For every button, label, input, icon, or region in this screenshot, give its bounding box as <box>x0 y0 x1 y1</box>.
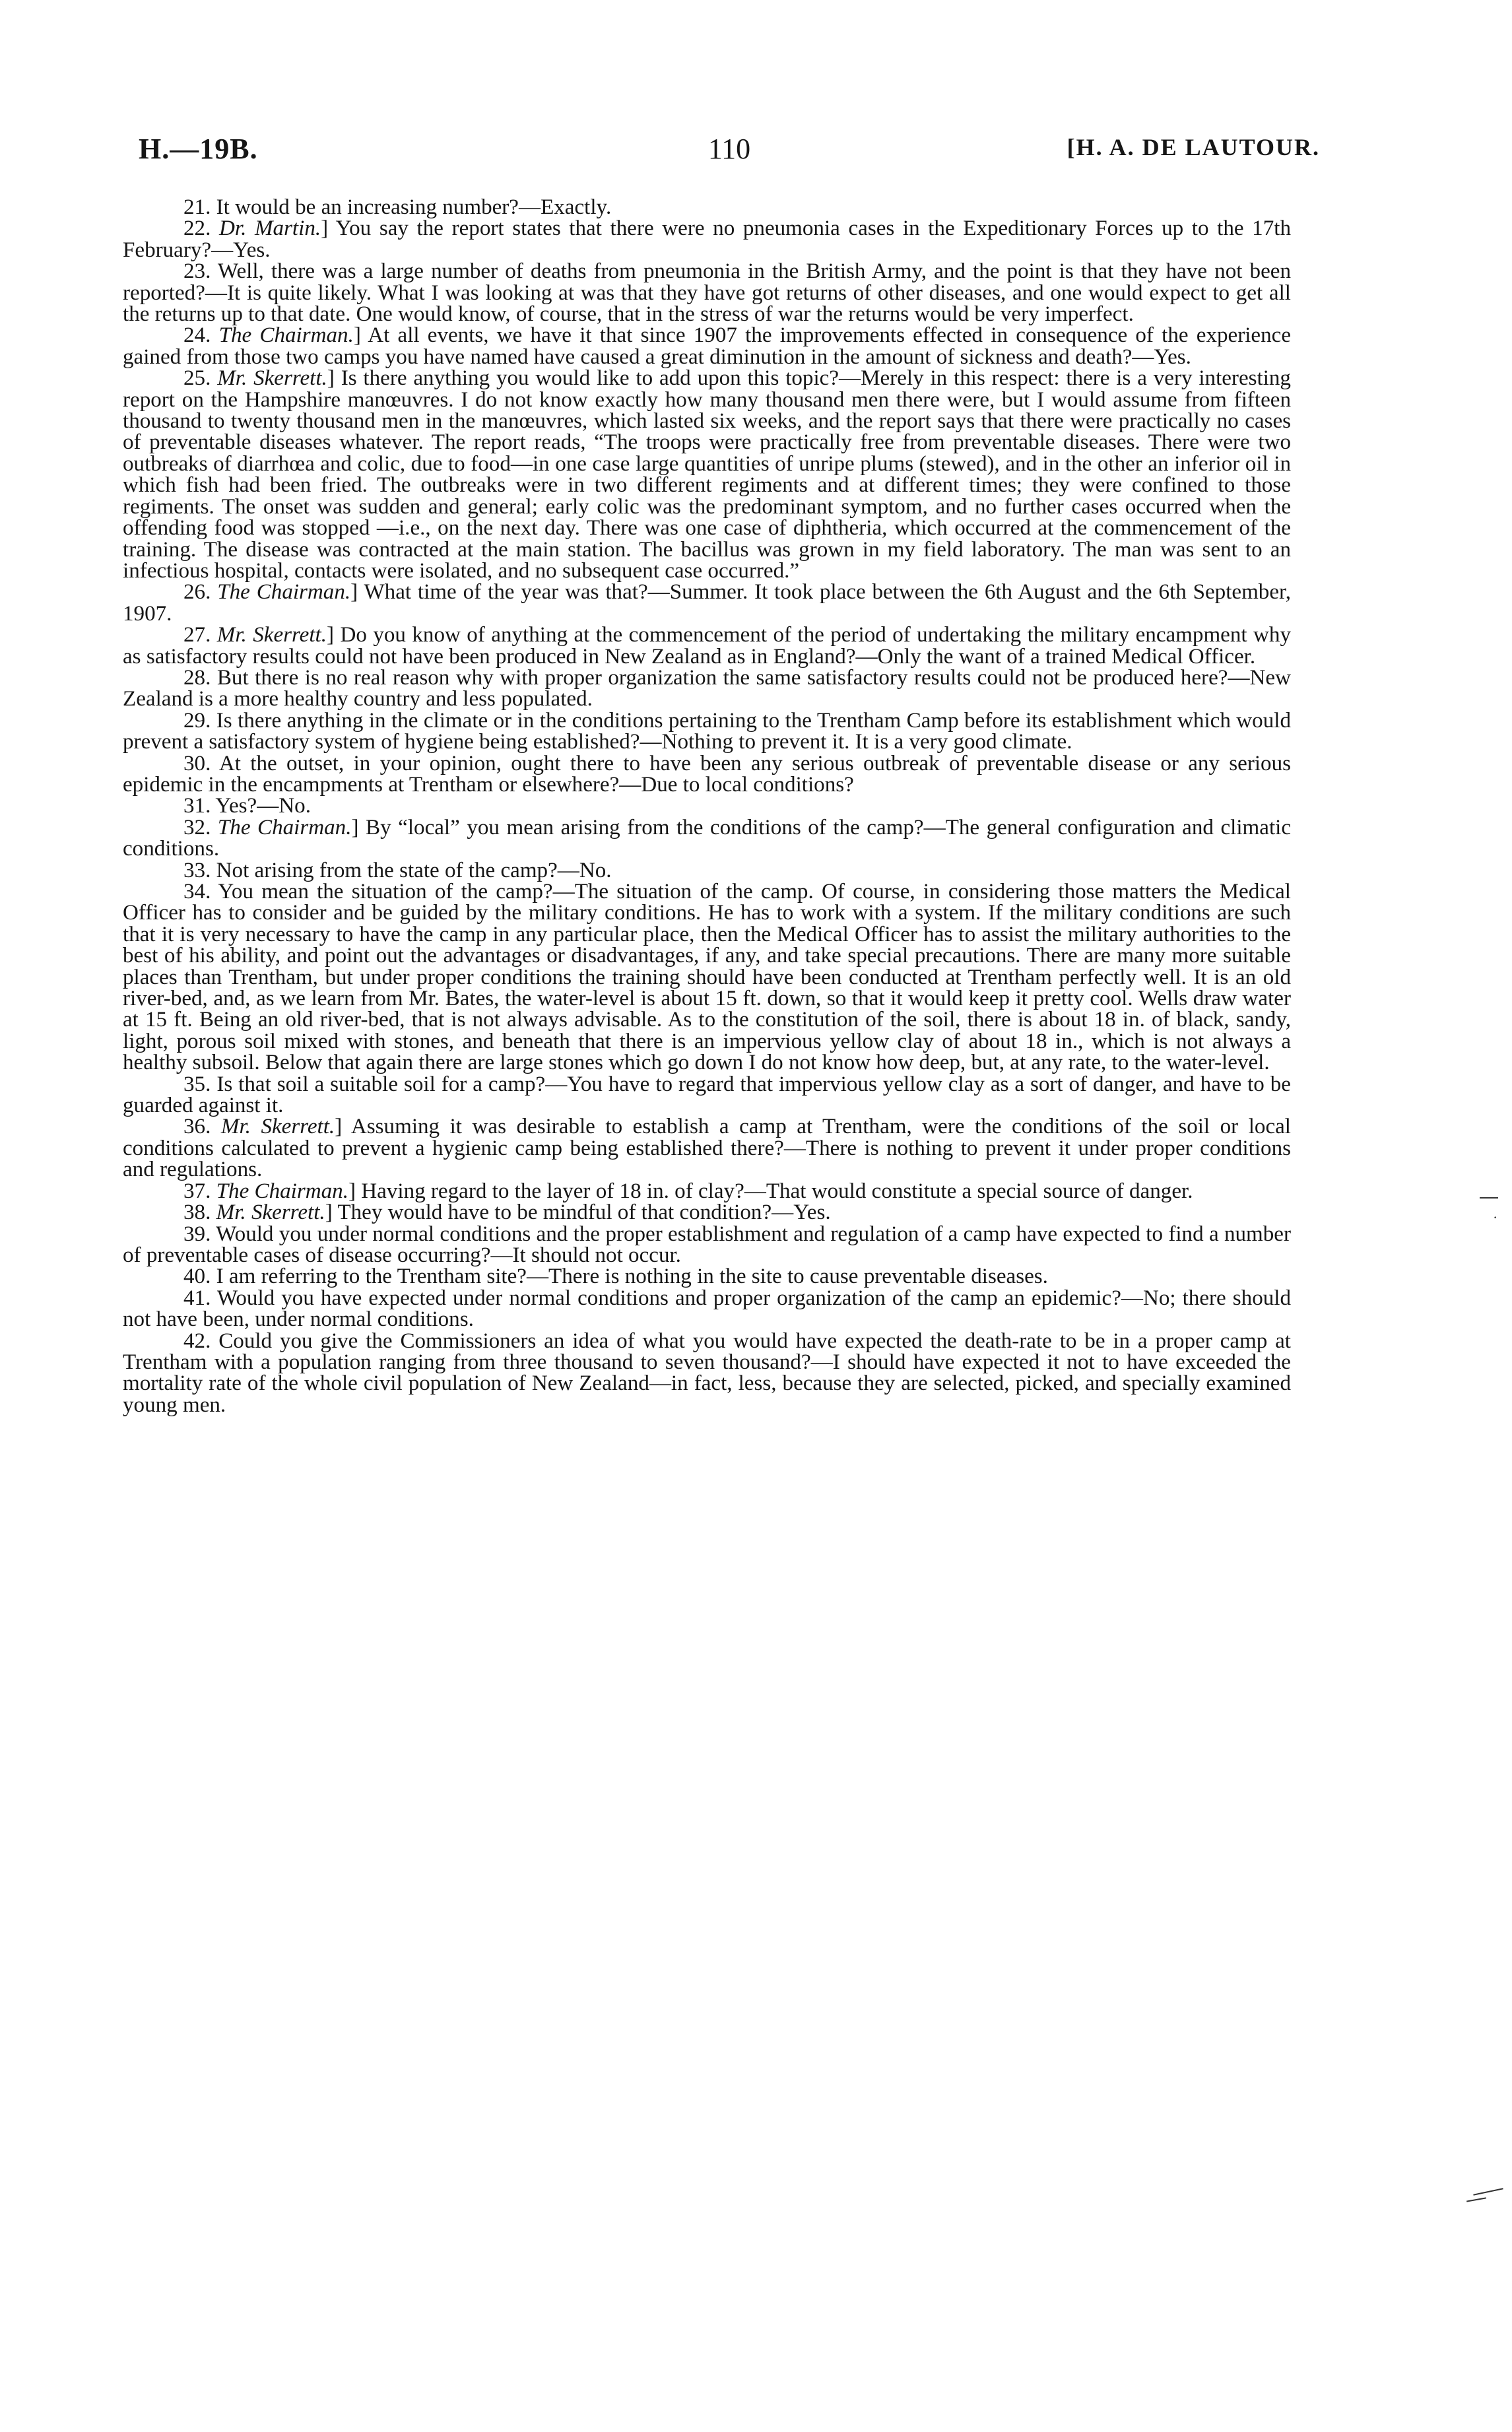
testimony-paragraph <box>123 1266 1291 1287</box>
speaker-name: Mr. Skerrett. <box>216 1200 325 1225</box>
witness-name: [H. A. DE LAUTOUR. <box>1067 134 1320 160</box>
testimony-paragraph: 36. Mr. Skerrett.] Assuming it was desirable to establish a camp at Trentham, were the conditions of the soil or local conditions calculated to prevent a hygienic camp being established there?—There is nothing to prevent it under proper conditions and regulations. <box>123 1115 1291 1182</box>
question-number: 42. <box>183 1329 211 1353</box>
testimony-paragraph <box>123 197 1291 218</box>
paragraph-text: Yes?—No. <box>215 794 311 818</box>
testimony-paragraph <box>123 667 1291 710</box>
question-number: 35. <box>183 1072 211 1096</box>
question-number: 32. <box>183 815 211 839</box>
question-number: 30. <box>183 751 211 775</box>
paragraph-text: Do you know of anything at the commencement of the period of undertaking the military encampment why as satisfactory results could not have been produced in New Zealand as in England?—Only the want of a trained Medical Officer. <box>123 623 1291 669</box>
testimony-paragraph: 32. The Chairman.] By “local” you mean arising from the conditions of the camp?—The general configuration and climatic conditions. <box>123 815 1292 861</box>
question-number: 24. <box>183 323 211 348</box>
paragraph-text: Could you give the Commissioners an idea of what you would have expected the death-rate to be in a proper camp at Trentham with a population ranging from three thousand to seven thousand?—I should have expected it not to have exceeded the mortality rate of the whole civil population of New Zealand—in fact, less, because they are selected, picked, and specially examined young men. <box>123 1329 1291 1417</box>
paragraph-text: Well, there was a large number of deaths from pneumonia in the British Army, and the point is that they have not been reported?—It is quite likely. What I was looking at was that they have got returns of other diseases, and one would expect to get all the returns up to that date. One would know, of course, that in the stress of war the returns would be very imperfect. <box>123 259 1291 327</box>
question-number: 22. <box>183 216 211 241</box>
question-number: 38. <box>183 1200 211 1225</box>
speaker-name: The Chairman. <box>217 580 351 605</box>
paragraph-text: Would you have expected under normal conditions and proper organization of the camp an epidemic?—No; there should not have been, under normal conditions. <box>123 1286 1291 1332</box>
testimony-paragraph <box>123 795 1291 816</box>
testimony-body <box>123 197 1291 1416</box>
speaker-name: The Chairman. <box>216 1179 348 1203</box>
page-number: 110 <box>707 133 751 165</box>
question-number: 41. <box>183 1286 211 1310</box>
question-number: 26. <box>183 580 211 605</box>
speaker-name: The Chairman. <box>218 323 354 348</box>
speaker-name: The Chairman. <box>217 815 352 839</box>
testimony-paragraph <box>123 881 1291 1074</box>
speaker-name: Mr. Skerrett. <box>220 1115 335 1139</box>
testimony-paragraph <box>123 753 1291 796</box>
question-number: 40. <box>183 1265 211 1289</box>
question-number: 28. <box>183 665 211 690</box>
question-number: 27. <box>183 623 211 647</box>
paragraph-text: Is there anything in the climate or in the conditions pertaining to the Trentham Camp before its establishment which would prevent a satisfactory system of hygiene being established?—Nothing to prevent it. It is a very good climate. <box>123 708 1291 754</box>
paragraph-text: You mean the situation of the camp?—The situation of the camp. Of course, in considering those matters the Medical Officer has to consider and be guided by the military conditions. He has to work with a system. If the military conditions are such that it is very necessary to have the camp in any particular place, then the Medical Officer has to assist the military authorities to the best of his ability, and point out the advantages or disadvantages, if any, and take special precautions. There are many more suitable places than Trentham, but under proper conditions the training should have been conducted at Trentham perfectly well. It is an old river-bed, and, as we learn from Mr. Bates, the water-level is about 15 ft. down, so that it would keep it pretty cool. Wells draw water at 15 ft. Being an old river-bed, that is not always advisable. As to the constitution of the soil, there is about 18 in. of black, sandy, light, porous soil mixed with stones, and beneath that there is an impervious yellow clay of about 18 in., which is not always a healthy subsoil. Below that again there are large stones which go down I do not know how deep, but, at any rate, to the water-level. <box>123 880 1292 1075</box>
testimony-paragraph: 37. The Chairman.] Having regard to the layer of 18 in. of clay?—That would constitute a special source of danger. <box>183 1179 1193 1203</box>
speaker-name: Mr. Skerrett. <box>216 623 327 647</box>
testimony-paragraph <box>123 1074 1291 1117</box>
question-number: 25. <box>183 366 211 391</box>
question-number: 34. <box>183 880 211 904</box>
question-number: 23. <box>183 259 211 284</box>
paragraph-text: At the outset, in your opinion, ought there to have been any serious outbreak of preventable disease or any serious epidemic in the encampments at Trentham or elsewhere?—Due to local conditions? <box>123 751 1291 797</box>
testimony-paragraph <box>123 710 1291 753</box>
paragraph-text: Assuming it was desirable to establish a camp at Trentham, were the conditions of the soil or local conditions calculated to prevent a hygienic camp being established there?—There is nothing to prevent it under proper conditions and regulations. <box>123 1115 1291 1182</box>
speaker-name: Dr. Martin. <box>218 216 321 241</box>
paragraph-text: At all events, we have it that since 1907 the improvements effected in consequence of the experience gained from those two camps you have named have caused a great diminution in the amount of sickness and death?—Yes. <box>123 323 1291 369</box>
testimony-paragraph <box>123 261 1291 325</box>
question-number: 33. <box>183 858 211 882</box>
question-number: 21. <box>183 195 211 219</box>
paragraph-text: I am referring to the Trentham site?—There is nothing in the site to cause preventable diseases. <box>216 1265 1048 1289</box>
paragraph-text: But there is no real reason why with proper organization the same satisfactory results could not be produced here?—New Zealand is a more healthy country and less populated. <box>123 665 1291 711</box>
question-number: 29. <box>183 708 211 733</box>
margin-pencil-mark <box>1480 1197 1498 1199</box>
document-reference: H.—19B. <box>139 133 258 165</box>
question-number: 37. <box>183 1179 211 1203</box>
paragraph-text: By “local” you mean arising from the conditions of the camp?—The general configuration and climatic conditions. <box>123 815 1292 861</box>
paragraph-text: Having regard to the layer of 18 in. of clay?—That would constitute a special source of danger. <box>361 1179 1193 1203</box>
testimony-paragraph: 38. Mr. Skerrett.] They would have to be mindful of that condition?—Yes. <box>183 1200 831 1225</box>
testimony-paragraph: 25. Mr. Skerrett.] Is there anything you would like to add upon this topic?—Merely in this respect: there is a very interesting report on the Hampshire manœuvres. I do not know exactly how many thousand men there were, but I would assume from fifteen thousand to twenty thousand men in the manœuvres, which lasted six weeks, and the report says that there were practically no cases of preventable diseases whatever. The report reads, “The troops were practically free from preventable diseases. There were two outbreaks of diarrhœa and colic, due to food—in one case large quantities of unripe plums (stewed), and in the other an inferior oil in which fish had been fried. The outbreaks were in two different regiments and at different times; they were confined to those regiments. The onset was sudden and general; early colic was the predominant symptom, and no further cases occurred when the offending food was stopped —i.e., on the next day. There was one case of diphtheria, which occurred at the commencement of the training. The disease was contracted at the main station. The bacillus was grown in my field laboratory. The man was sent to an infectious hospital, contacts were isolated, and no subsequent case occurred.” <box>123 366 1291 583</box>
testimony-paragraph: 27. Mr. Skerrett.] Do you know of anything at the commencement of the period of undertaking the military encampment why as satisfactory results could not have been produced in New Zealand as in England?—Only the want of a trained Medical Officer. <box>123 623 1291 669</box>
margin-pencil-mark-lower-2 <box>1466 2197 1486 2202</box>
question-number: 39. <box>183 1222 211 1246</box>
testimony-paragraph: 24. The Chairman.] At all events, we have it that since 1907 the improvements effected in consequence of the experience gained from those two camps you have named have caused a great diminution in the amount of sickness and death?—Yes. <box>123 323 1291 369</box>
paragraph-text: Is that soil a suitable soil for a camp?—You have to regard that impervious yellow clay as a sort of danger, and have to be guarded against it. <box>123 1072 1291 1118</box>
speaker-name: Mr. Skerrett. <box>217 366 327 391</box>
testimony-paragraph: 26. The Chairman.] What time of the year was that?—Summer. It took place between the 6th August and the 6th September, 1907. <box>123 580 1291 626</box>
testimony-paragraph: 22. Dr. Martin.] You say the report states that there were no pneumonia cases in the Expeditionary Forces up to the 17th February?—Yes. <box>123 216 1291 262</box>
paragraph-text: It would be an increasing number?—Exactly. <box>216 195 612 219</box>
testimony-paragraph <box>123 1288 1291 1331</box>
question-number: 36. <box>183 1115 211 1139</box>
paragraph-text: What time of the year was that?—Summer. It took place between the 6th August and the 6th September, 1907. <box>123 580 1291 626</box>
paragraph-text: You say the report states that there were no pneumonia cases in the Expeditionary Forces up to the 17th February?—Yes. <box>123 216 1291 262</box>
margin-tick-mark: · <box>1493 1209 1498 1226</box>
margin-pencil-mark-lower <box>1473 2188 1503 2196</box>
paragraph-text: They would have to be mindful of that condition?—Yes. <box>337 1200 831 1225</box>
testimony-paragraph <box>123 1224 1291 1266</box>
paragraph-text: Not arising from the state of the camp?—No. <box>216 858 612 882</box>
testimony-paragraph <box>123 1331 1291 1416</box>
question-number: 31. <box>183 794 211 818</box>
page-header <box>139 132 1320 172</box>
testimony-paragraph <box>123 860 1291 881</box>
paragraph-text: Is there anything you would like to add upon this topic?—Merely in this respect: there is a very interesting report on the Hampshire manœuvres. I do not know exactly how many thousand men there were, but I would assume from fifteen thousand to twenty thousand men in the manœuvres, which lasted six weeks, and the report says that there were practically no cases of preventable diseases whatever. The report reads, “The troops were practically free from preventable diseases. There were two outbreaks of diarrhœa and colic, due to food—in one case large quantities of unripe plums (stewed), and in the other an inferior oil in which fish had been fried. The outbreaks were in two different regiments and at different times; they were confined to those regiments. The onset was sudden and general; early colic was the predominant symptom, and no further cases occurred when the offending food was stopped —i.e., on the next day. There was one case of diphtheria, which occurred at the commencement of the training. The disease was contracted at the main station. The bacillus was grown in my field laboratory. The man was sent to an infectious hospital, contacts were isolated, and no subsequent case occurred.” <box>123 366 1291 583</box>
paragraph-text: Would you under normal conditions and the proper establishment and regulation of a camp have expected to find a number of preventable cases of disease occurring?—It should not occur. <box>123 1222 1291 1267</box>
